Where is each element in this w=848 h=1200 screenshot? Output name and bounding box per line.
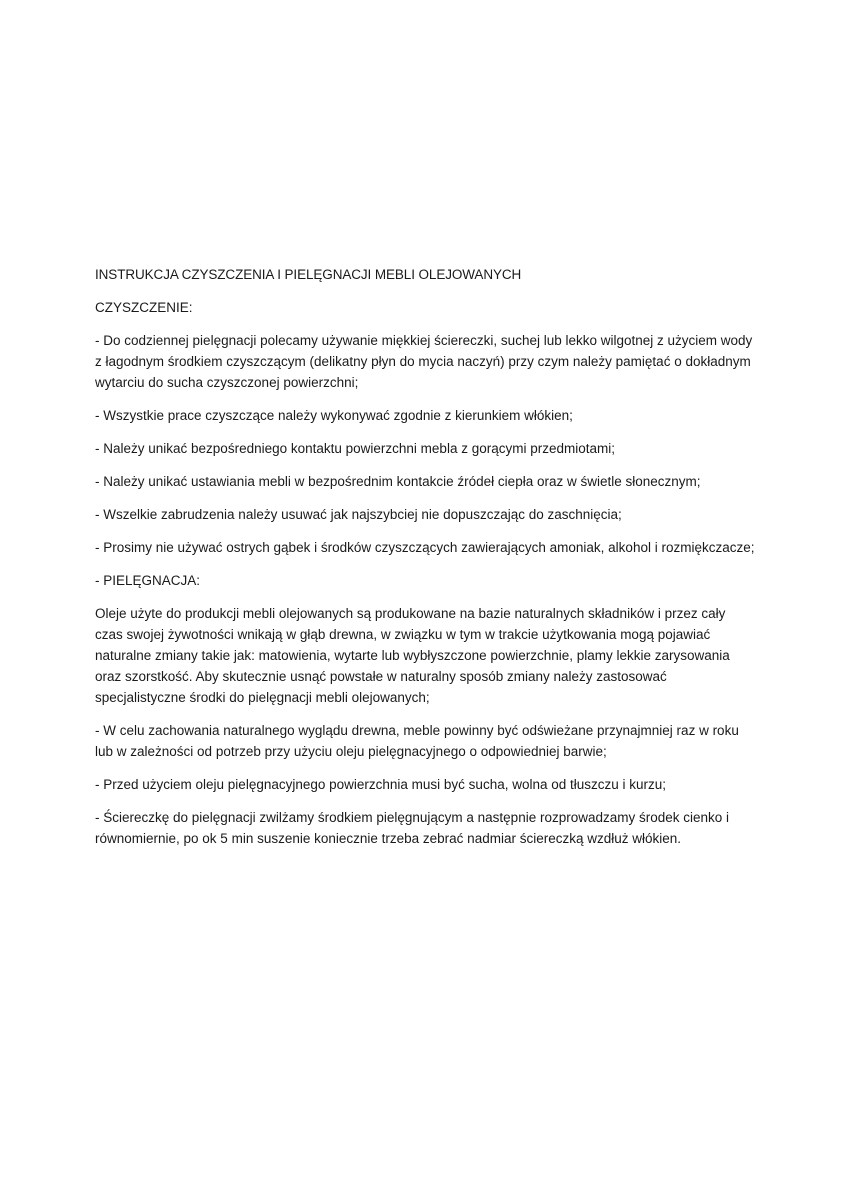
cleaning-item-hot-objects: - Należy unikać bezpośredniego kontaktu powierzchni mebla z gorącymi przedmiotami; bbox=[95, 441, 615, 456]
cleaning-item-stains: - Wszelkie zabrudzenia należy usuwać jak najszybciej nie dopuszczając do zaschnięcia; bbox=[95, 507, 622, 522]
care-item-surface-prep: - Przed użyciem oleju pielęgnacyjnego powierzchnia musi być sucha, wolna od tłuszczu i kurzu; bbox=[95, 777, 667, 792]
care-heading: - PIELĘGNACJA: bbox=[95, 573, 201, 588]
document-body bbox=[95, 264, 755, 861]
care-intro-paragraph: Oleje użyte do produkcji mebli olejowanych są produkowane na bazie naturalnych składników i przez cały czas swojej żywotności wnikają w głąb drewna, w związku w tym w trakcie użytkowania mogą pojawiać naturalne zmiany takie jak: matowienia, wytarte lub wybłyszczone powierzchnie, plamy lekkie zarysowania oraz szorstkość. Aby skutecznie usnąć powstałe w naturalny sposób zmiany należy zastosować specjalistyczne środki do pielęgnacji mebli olejowanych; bbox=[95, 606, 730, 705]
care-item-application: - Ściereczkę do pielęgnacji zwilżamy środkiem pielęgnującym a następnie rozprowadzamy środek cienko i równomiernie, po ok 5 min suszenie koniecznie trzeba zebrać nadmiar ściereczką wzdłuż włókien. bbox=[95, 810, 730, 846]
cleaning-item-daily-care: - Do codziennej pielęgnacji polecamy używanie miękkiej ściereczki, suchej lub lekko wilgotnej z użyciem wody z łagodnym środkiem czyszczącym (delikatny płyn do mycia naczyń) przy czym należy pamiętać o dokładnym wytarciu do sucha czyszczonej powierzchni; bbox=[95, 333, 753, 390]
cleaning-item-heat-sources: - Należy unikać ustawiania mebli w bezpośrednim kontakcie źródeł ciepła oraz w świetle słonecznym; bbox=[95, 474, 701, 489]
cleaning-item-harsh-agents: - Prosimy nie używać ostrych gąbek i środków czyszczących zawierających amoniak, alkohol i rozmiękczacze; bbox=[95, 540, 755, 555]
document-title: INSTRUKCJA CZYSZCZENIA I PIELĘGNACJI MEBLI OLEJOWANYCH bbox=[95, 267, 522, 282]
cleaning-heading: CZYSZCZENIE: bbox=[95, 300, 193, 315]
cleaning-item-grain-direction: - Wszystkie prace czyszczące należy wykonywać zgodnie z kierunkiem włókien; bbox=[95, 408, 573, 423]
care-item-refresh: - W celu zachowania naturalnego wyglądu drewna, meble powinny być odświeżane przynajmniej raz w roku lub w zależności od potrzeb przy użyciu oleju pielęgnacyjnego o odpowiedniej barwie; bbox=[95, 723, 739, 759]
